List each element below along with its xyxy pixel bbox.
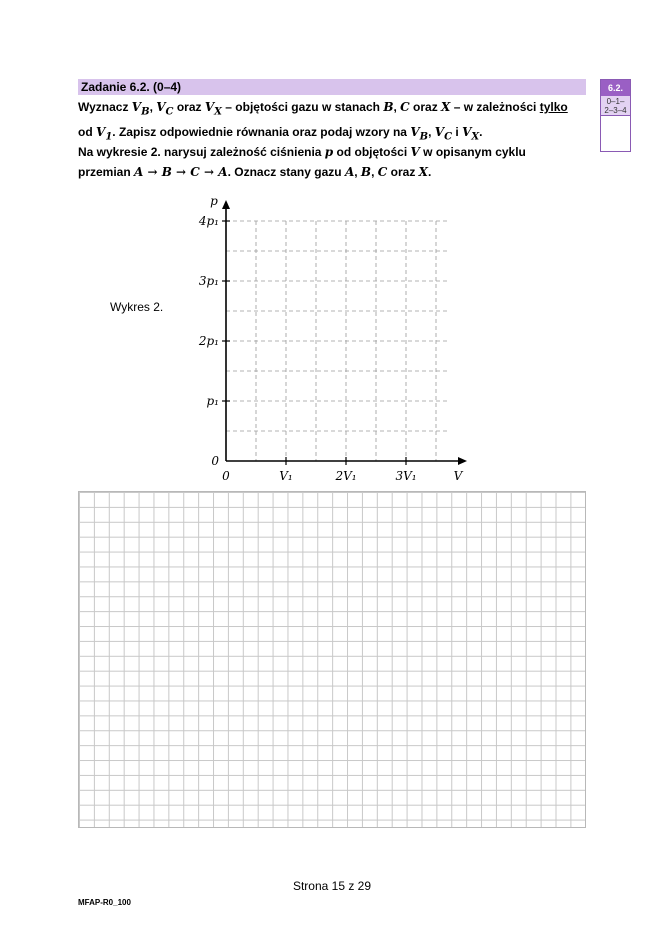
exam-code: MFAP-R0_100 bbox=[78, 898, 131, 907]
figure-label: Wykres 2. bbox=[110, 300, 164, 314]
x-axis-arrow bbox=[458, 457, 467, 465]
y-tick-label: p₁ bbox=[206, 394, 219, 408]
answer-grid-area[interactable] bbox=[78, 491, 586, 828]
var-v: V bbox=[462, 125, 472, 140]
var-v: V bbox=[410, 125, 420, 140]
var-sub: 1 bbox=[105, 131, 113, 143]
cycle-notation: A → B → C → A bbox=[134, 165, 228, 179]
var-sub: X bbox=[471, 131, 480, 143]
text: od bbox=[78, 125, 96, 140]
text: Na wykresie 2. narysuj zależność ciśnienia bbox=[78, 145, 325, 159]
x-tick-label: 3V₁ bbox=[395, 469, 417, 483]
text: oraz bbox=[173, 100, 205, 114]
text: – w zależności bbox=[450, 100, 540, 114]
instruction-paragraph-1 bbox=[78, 97, 588, 148]
var-state: B bbox=[360, 165, 372, 179]
chart-grid bbox=[226, 221, 448, 461]
var-sub: B bbox=[141, 106, 150, 118]
text: , bbox=[428, 125, 435, 140]
text: i bbox=[452, 125, 463, 140]
var-p: p bbox=[324, 145, 334, 159]
var-v: V bbox=[410, 145, 420, 159]
x-tick-label: 2V₁ bbox=[335, 469, 357, 483]
chart-axes bbox=[210, 194, 467, 483]
text: , bbox=[149, 100, 157, 114]
pv-chart[interactable] bbox=[190, 188, 480, 488]
var-state: X bbox=[441, 100, 451, 114]
var-state: C bbox=[400, 100, 410, 114]
y-tick-label: 2p₁ bbox=[198, 334, 219, 348]
var-v: V bbox=[156, 100, 166, 114]
text: . bbox=[427, 165, 432, 179]
y-axis-label: p bbox=[210, 194, 218, 208]
instruction-paragraph-2 bbox=[78, 142, 588, 182]
task-header: Zadanie 6.2. (0–4) bbox=[78, 79, 586, 95]
score-points-line1: 0–1– bbox=[606, 97, 625, 106]
var-sub: C bbox=[444, 131, 453, 143]
text: w opisanym cyklu bbox=[419, 145, 526, 159]
y-tick-label: 4p₁ bbox=[198, 214, 219, 228]
emphasis-only: tylko bbox=[539, 100, 568, 114]
var-v: V bbox=[131, 100, 142, 114]
text: . Oznacz stany gazu bbox=[227, 165, 345, 179]
x-tick-label: 0 bbox=[222, 469, 230, 483]
x-axis-label: V bbox=[453, 469, 463, 483]
var-v: V bbox=[204, 100, 215, 114]
var-state: A bbox=[344, 165, 355, 179]
x-tick-label: V₁ bbox=[279, 469, 293, 483]
var-state: C bbox=[377, 165, 388, 179]
text: , bbox=[354, 165, 361, 179]
text: Wyznacz bbox=[78, 100, 132, 114]
text: – objętości gazu w stanach bbox=[221, 100, 384, 114]
chart-ticks bbox=[198, 214, 417, 483]
text: przemian bbox=[78, 165, 135, 179]
text: , bbox=[393, 100, 401, 114]
var-state: X bbox=[418, 165, 428, 179]
var-sub: B bbox=[419, 131, 429, 143]
text: . Zapisz odpowiednie równania oraz podaj wzory na bbox=[112, 125, 411, 140]
y-axis-arrow bbox=[222, 200, 230, 209]
text: . bbox=[479, 125, 483, 140]
text: , bbox=[371, 165, 378, 179]
var-sub: C bbox=[165, 106, 174, 118]
var-sub: X bbox=[214, 106, 222, 118]
text: oraz bbox=[387, 165, 419, 179]
score-task-number: 6.2. bbox=[601, 80, 630, 96]
score-box bbox=[600, 79, 631, 152]
var-v: V bbox=[96, 125, 106, 140]
text: od objętości bbox=[333, 145, 411, 159]
text: oraz bbox=[409, 100, 442, 114]
score-points bbox=[601, 96, 630, 116]
y-tick-label: 0 bbox=[211, 454, 219, 468]
y-tick-label: 3p₁ bbox=[198, 274, 219, 288]
var-v: V bbox=[434, 125, 445, 140]
score-points-line2: 2–3–4 bbox=[604, 106, 627, 115]
var-state: B bbox=[383, 100, 394, 114]
page-number: Strona 15 z 29 bbox=[292, 879, 372, 893]
